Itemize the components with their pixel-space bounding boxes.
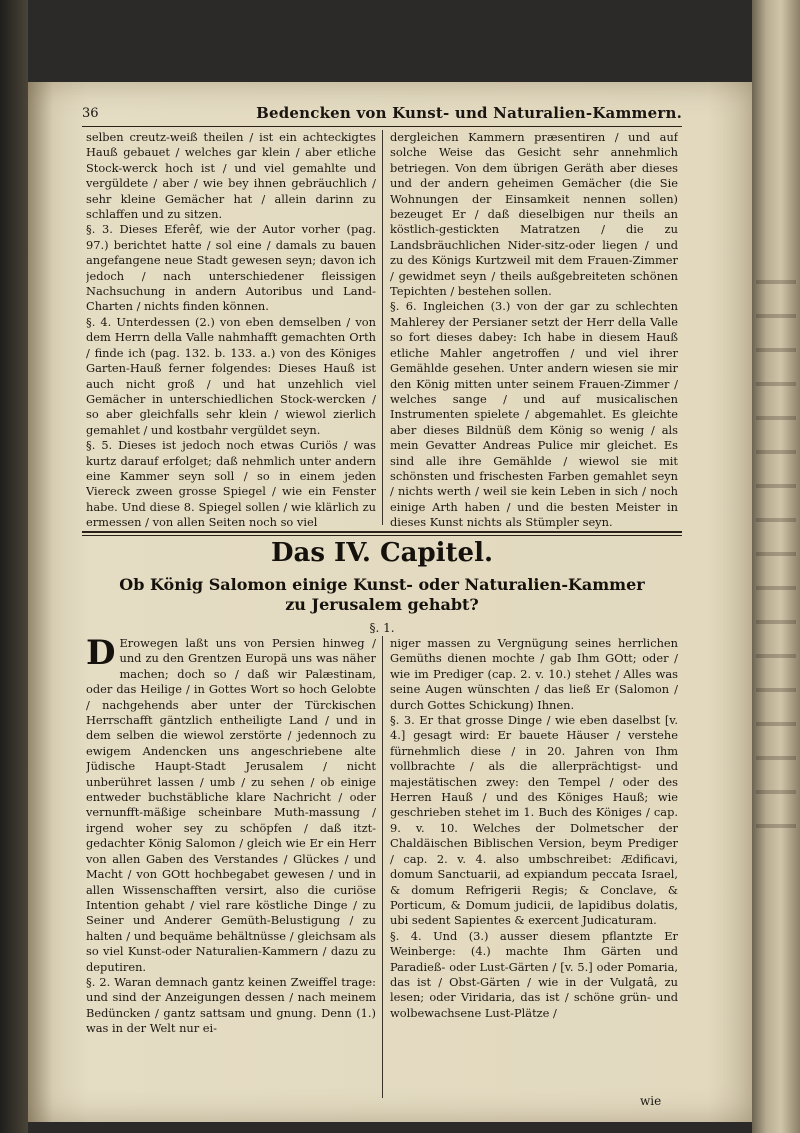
paragraph: §. 4. Unterdessen (2.) von eben demselben / von dem Herrn della Valle nahmhafft gemachten Orth / finde ich (pag. 132. b. 133. a.) von des Königes Garten-Hauß ferner folgendes: Dieses Hauß ist auch nicht groß / und hat unzehlich viel Gemächer in unterschiedlichen Stock-wercken / so aber gleichfalls sehr klein / wiewol zierlich gemahlet / und kostbahr vergüldet seyn. bbox=[86, 314, 376, 437]
header-rule bbox=[82, 126, 682, 127]
bottom-right-column bbox=[390, 636, 678, 1106]
top-right-column bbox=[390, 130, 678, 530]
paragraph: §. 5. Dieses ist jedoch noch etwas Curiös / was kurtz darauf erfolget; daß nehmlich unter andern eine Kammer seyn soll / so in einem jeden Viereck zween grosse Spiegel / wie ein Fenster habe. Und diese 8. Spiegel sollen / wie klärlich zu ermessen / von allen Seiten noch so viel bbox=[86, 438, 376, 530]
top-left-column bbox=[86, 130, 376, 530]
section-rule bbox=[82, 531, 682, 533]
paragraph: §. 3. Er that grosse Dinge / wie eben daselbst [v. 4.] gesagt wird: Er bauete Häuser / verstehe fürnehmlich diese / in 20. Jahren von Ihm vollbrachte / als die allerprächtigst- und majestätischen zwey: den Tempel / oder des Herren Hauß / und des Königes Hauß; wie geschrieben stehet im 1. Buch des Königes / cap. 9. v. 10. Welches der Dolmetscher der Chaldäischen Biblischen Version, beym Prediger / cap. 2. v. 4. also umbschreibet: Ædificavi, domum Sanctuarii, ad expiandum peccata Israel, & domum Refrigerii Regis; & Conclave, & Porticum, & Domum judicii, de lapidibus dolatis, ubi sedent Sapientes & exercent Judicaturam. bbox=[390, 713, 678, 928]
paragraph: niger massen zu Vergnügung seines herrlichen Gemüths dienen mochte / gab Ihm GOtt; oder / wie im Prediger (cap. 2. v. 10.) stehet / Alles was seine Augen wünschten / das ließ Er (Salomon / durch Gottes Schickung) Ihnen. bbox=[390, 636, 678, 712]
section-mark: §. 1. bbox=[369, 621, 395, 635]
running-title: Bedencken von Kunst- und Naturalien-Kammern. bbox=[256, 104, 682, 122]
page-header bbox=[82, 104, 682, 126]
chapter-title: Das IV. Capitel. bbox=[270, 538, 494, 568]
paragraph-text: Erowegen laßt uns von Persien hinweg / und zu den Grentzen Europä uns was näher machen; doch so / daß wir Palæstinam, oder das Heilige / in Gottes Wort so hoch Gelobte / nachgehends aber unter der Türckischen Herrschafft gäntzlich entheiligte Land / und in dem selben die wiewol zerstörte / jedennoch zu ewigem Andencken uns angeschriebene alte Jüdische Haupt-Stadt Jerusalem / nicht unberühret lassen / umb / zu sehen / ob einige entweder buchstäbliche klare Nachricht / oder vernunfft-mäßige scheinbare Muth-massung / irgend woher sey zu schöpfen / daß itzt-gedachter König Salomon / gleich wie Er ein Herr von allen Gaben des Verstandes / Glückes / und Macht / von GOtt hochbegabet gewesen / und in allen Wissenschafften versirt, also die curiöse Intention gehabt / viel rare köstliche Dinge / zu Seiner und Anderer Gemüth-Belustigung / zu halten / und bequäme behältnüsse / gleichsam als so viel Kunst-oder Naturalien-Kammern / dazu zu deputiren. bbox=[86, 636, 376, 974]
page-number: 36 bbox=[82, 106, 99, 121]
paragraph: §. 2. Waran demnach gantz keinen Zweiffel trage: und sind der Anzeigungen dessen / nach meinem Bedüncken / gantz sattsam und gnung. Denn (1.) was in der Welt nur ei- bbox=[86, 974, 376, 1036]
paragraph: §. 6. Ingleichen (3.) von der gar zu schlechten Mahlerey der Persianer setzt der Herr della Valle so fort dieses dabey: Ich habe in diesem Hauß etliche Mahler angetroffen / und viel ihrer Gemählde gesehen. Unter andern wiesen sie mir den König mitten unter seinem Frauen-Zimmer / welches sange / und auf musicalischen Instrumenten spielete / abgemahlet. Es gleichte aber dieses Bildnüß dem König so wenig / als mein Gevatter Andreas Pulice mir gleichet. Es sind alle ihre Gemählde / wiewol sie mit schönsten und frischesten Farben gemahlet seyn / nichts werth / weil sie kein Leben in sich / noch einige Arth haben / und die besten Meister in dieses Kunst nichts als Stümpler seyn. bbox=[390, 299, 678, 530]
paragraph: §. 3. Dieses Eferêf, wie der Autor vorher (pag. 97.) berichtet hatte / sol eine / damals zu bauen angefangene neue Stadt gewesen seyn; davon ich jedoch / nach unterschiedener fleissigen Nachsuchung in andern Autoribus und Land-Charten / nichts finden können. bbox=[86, 222, 376, 314]
column-divider bbox=[382, 636, 383, 1098]
column-divider bbox=[382, 130, 383, 525]
adjacent-page-text bbox=[756, 250, 796, 850]
left-bleed bbox=[0, 0, 28, 1133]
drop-cap: D bbox=[86, 636, 116, 673]
chapter-subtitle-line-1: Ob König Salomon einige Kunst- oder Naturalien-Kammer bbox=[119, 575, 645, 594]
paragraph: §. 4. Und (3.) ausser diesem pflantzte Er Weinberge: (4.) machte Ihm Gärten und Paradieß- oder Lust-Gärten / [v. 5.] oder Pomaria, das ist / Obst-Gärten / wie in der Vulgatâ, zu lesen; oder Viridaria, das ist / schöne grün- und wolbewachsene Lust-Plätze / bbox=[390, 928, 678, 1020]
catchword: wie bbox=[640, 1094, 662, 1108]
paragraph: selben creutz-weiß theilen / ist ein achteckigtes Hauß gebauet / welches gar klein / aber etliche Stock-werck hoch ist / und viel gemahlte und vergüldete / aber / wie bey ihnen gebräuchlich / sehr kleine Gemächer hat / allein darinn zu schlaffen und zu sitzen. bbox=[86, 130, 376, 222]
bottom-left-column bbox=[86, 636, 376, 1106]
chapter-subtitle bbox=[82, 575, 682, 615]
paragraph bbox=[86, 636, 376, 975]
paragraph: dergleichen Kammern præsentiren / und auf solche Weise das Gesicht sehr annehmlich betriegen. Von dem übrigen Geräth aber dieses und der andern geheimen Gemächer (die Sie Wohnungen der Einsamkeit nennen sollen) bezeuget Er / daß dieselbigen nur theils an köstlich-gestickten Matratzen / die zu Landsbräuchlichen Nider-sitz-oder liegen / und zu des Königs Kurtzweil mit dem Frauen-Zimmer / gewidmet seyn / theils außgebreiteten schönen Tepichten / bestehen sollen. bbox=[390, 130, 678, 299]
section-rule-thin bbox=[82, 535, 682, 536]
chapter-subtitle-line-2: zu Jerusalem gehabt? bbox=[285, 595, 479, 614]
